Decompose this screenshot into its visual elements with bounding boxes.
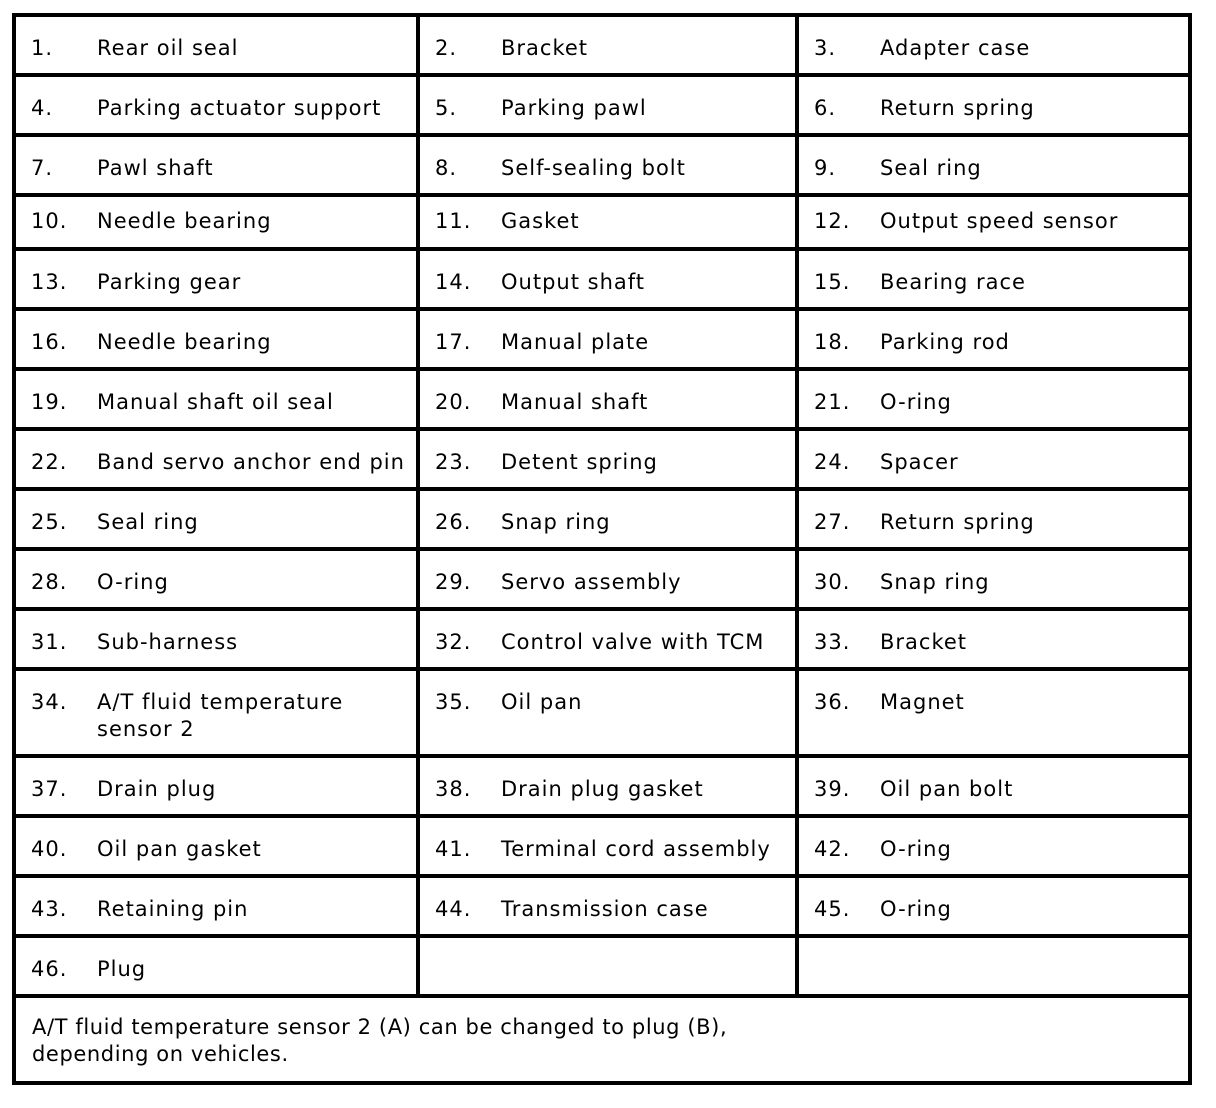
part-number: 21. [814,390,851,414]
part-name: Transmission case [501,897,709,921]
part-name: Detent spring [501,450,658,474]
part-number: 43. [31,897,68,921]
part-number: 16. [31,330,68,354]
part-number: 41. [435,837,472,861]
note-cell [14,996,1190,1083]
part-name: Return spring [880,96,1035,120]
part-name: O-ring [97,570,169,594]
part-cell [797,669,1190,756]
part-number: 1. [31,36,54,60]
part-number: 18. [814,330,851,354]
part-number: 44. [435,897,472,921]
part-cell [14,936,418,996]
part-name: O-ring [880,390,952,414]
part-number: 42. [814,837,851,861]
table-row [14,936,1190,996]
part-name: Adapter case [880,36,1031,60]
part-cell [14,369,418,429]
part-name: Oil pan [501,690,583,714]
part-cell [418,549,797,609]
part-number: 23. [435,450,472,474]
part-name: Needle bearing [97,330,272,354]
part-cell [797,816,1190,876]
table-row [14,816,1190,876]
parts-table [12,13,1192,1085]
part-number: 37. [31,777,68,801]
part-name: Spacer [880,450,959,474]
part-name: Output shaft [501,270,645,294]
table-row [14,15,1190,75]
part-name: Drain plug [97,777,217,801]
table-row [14,369,1190,429]
part-cell [797,549,1190,609]
part-name: O-ring [880,897,952,921]
part-name: Parking gear [97,270,242,294]
part-number: 3. [814,36,837,60]
table-row [14,876,1190,936]
part-cell [14,609,418,669]
part-name: Bracket [501,36,589,60]
empty-cell [418,936,797,996]
part-cell [14,669,418,756]
note-row [14,996,1190,1083]
part-cell [418,15,797,75]
table-row [14,609,1190,669]
note-text: A/T fluid temperature sensor 2 (A) can be changed to plug (B), depending on vehicles. [32,1015,728,1066]
part-number: 19. [31,390,68,414]
part-cell [797,309,1190,369]
table-row [14,489,1190,549]
part-cell [418,309,797,369]
part-cell [797,249,1190,309]
part-cell [418,756,797,816]
part-name: Self-sealing bolt [501,156,686,180]
part-name: Snap ring [880,570,990,594]
part-name: Bearing race [880,270,1026,294]
part-number: 33. [814,630,851,654]
part-name: Manual plate [501,330,650,354]
part-number: 10. [31,209,68,233]
table-row [14,195,1190,249]
part-number: 20. [435,390,472,414]
part-cell [14,135,418,195]
part-number: 17. [435,330,472,354]
part-cell [14,429,418,489]
part-number: 46. [31,957,68,981]
part-name: O-ring [880,837,952,861]
part-cell [797,135,1190,195]
part-cell [797,75,1190,135]
part-number: 36. [814,690,851,714]
part-name: Bracket [880,630,968,654]
part-cell [418,429,797,489]
part-cell [797,429,1190,489]
part-number: 32. [435,630,472,654]
part-name: Gasket [501,209,580,233]
part-name: Retaining pin [97,897,249,921]
part-cell [797,195,1190,249]
part-cell [418,876,797,936]
part-number: 45. [814,897,851,921]
table-row [14,429,1190,489]
part-cell [418,609,797,669]
part-number: 31. [31,630,68,654]
table-row [14,135,1190,195]
part-cell [14,489,418,549]
part-number: 26. [435,510,472,534]
part-number: 29. [435,570,472,594]
part-number: 4. [31,96,54,120]
table-row [14,756,1190,816]
part-name: A/T fluid temperature sensor 2 [97,690,344,741]
part-number: 6. [814,96,837,120]
part-number: 14. [435,270,472,294]
table-row [14,309,1190,369]
table-row [14,249,1190,309]
part-number: 11. [435,209,472,233]
part-number: 34. [31,690,68,714]
part-number: 5. [435,96,458,120]
part-cell [14,756,418,816]
table-row [14,669,1190,756]
part-cell [418,195,797,249]
part-name: Rear oil seal [97,36,239,60]
part-name: Return spring [880,510,1035,534]
part-cell [797,15,1190,75]
part-name: Oil pan bolt [880,777,1014,801]
part-name: Sub-harness [97,630,239,654]
part-cell [418,135,797,195]
part-number: 28. [31,570,68,594]
part-cell [418,816,797,876]
part-number: 22. [31,450,68,474]
part-cell [797,369,1190,429]
part-number: 30. [814,570,851,594]
part-number: 8. [435,156,458,180]
part-cell [14,816,418,876]
part-name: Seal ring [880,156,982,180]
part-name: Pawl shaft [97,156,214,180]
part-name: Drain plug gasket [501,777,704,801]
part-cell [14,15,418,75]
part-cell [14,249,418,309]
part-cell [418,669,797,756]
part-name: Band servo anchor end pin [97,450,405,474]
part-number: 24. [814,450,851,474]
part-cell [797,609,1190,669]
part-name: Control valve with TCM [501,630,765,654]
part-cell [418,75,797,135]
part-name: Plug [97,957,147,981]
part-number: 13. [31,270,68,294]
table-row [14,549,1190,609]
part-cell [418,369,797,429]
part-name: Manual shaft [501,390,649,414]
part-cell [797,756,1190,816]
part-cell [14,309,418,369]
part-cell [14,75,418,135]
part-name: Parking actuator support [97,96,382,120]
part-name: Terminal cord assembly [501,837,771,861]
part-number: 39. [814,777,851,801]
part-number: 9. [814,156,837,180]
part-name: Magnet [880,690,965,714]
part-name: Parking rod [880,330,1010,354]
part-cell [418,249,797,309]
part-number: 40. [31,837,68,861]
part-cell [14,876,418,936]
part-cell [14,195,418,249]
part-number: 35. [435,690,472,714]
part-number: 2. [435,36,458,60]
table-row [14,75,1190,135]
part-number: 38. [435,777,472,801]
part-number: 12. [814,209,851,233]
part-number: 25. [31,510,68,534]
part-cell [797,489,1190,549]
part-number: 15. [814,270,851,294]
part-cell [14,549,418,609]
part-name: Snap ring [501,510,611,534]
part-cell [797,876,1190,936]
part-cell [418,489,797,549]
part-name: Seal ring [97,510,199,534]
part-name: Manual shaft oil seal [97,390,334,414]
part-name: Parking pawl [501,96,647,120]
empty-cell [797,936,1190,996]
part-name: Oil pan gasket [97,837,262,861]
part-name: Output speed sensor [880,209,1119,233]
part-name: Needle bearing [97,209,272,233]
part-number: 27. [814,510,851,534]
part-number: 7. [31,156,54,180]
part-name: Servo assembly [501,570,682,594]
